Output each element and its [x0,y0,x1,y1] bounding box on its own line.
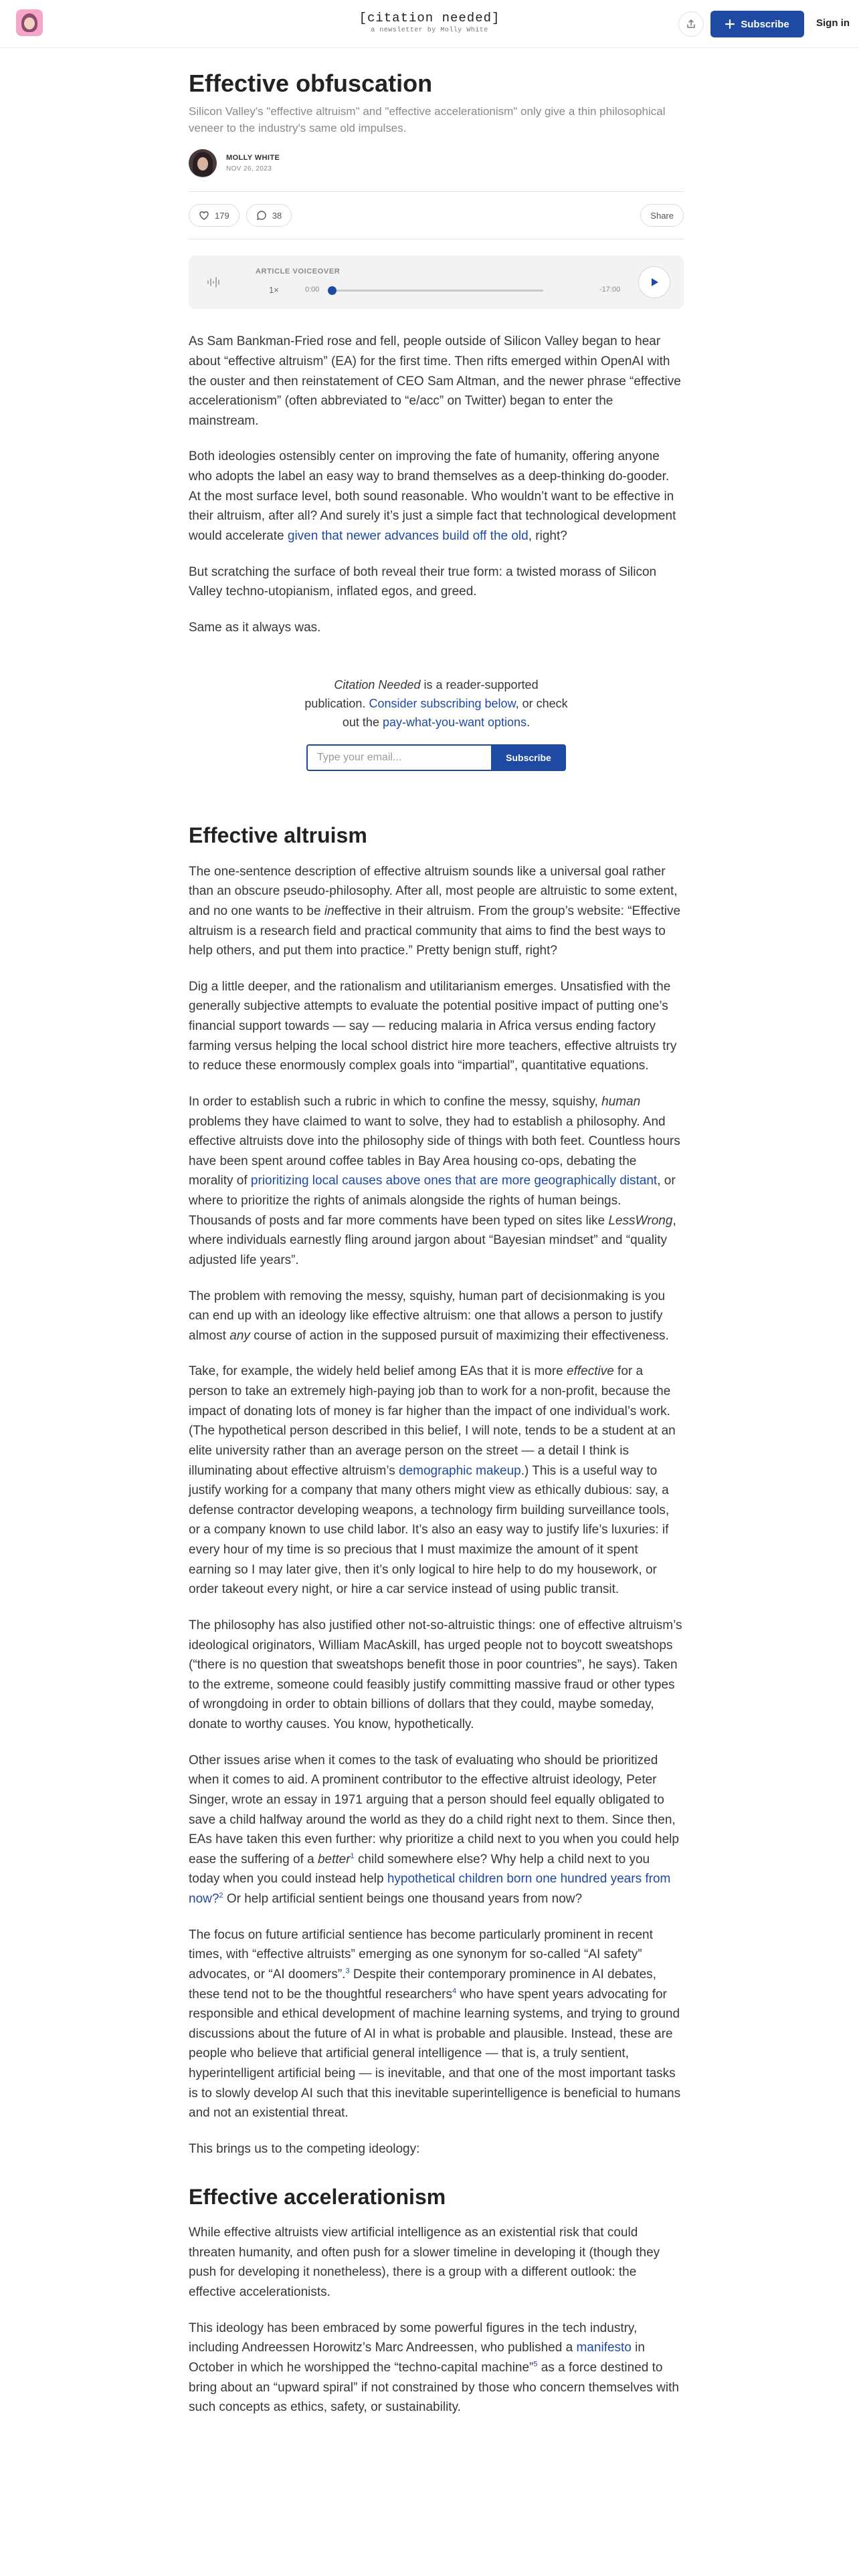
text: . [527,716,531,730]
emphasis: human [601,1094,641,1109]
text: , right? [528,528,567,543]
text: The focus on future artificial sentience has become particularly prominent in recent times, with “effective altruists” emerging as one synonym for so-called “AI safety” advocates, or “AI doomers”. [189,1927,653,1981]
publication-tagline: a newsletter by Molly White [371,27,488,34]
text: , or where to prioritize the rights of animals alongside the rights of human beings. Thousands of posts and far more comments have been typed on sites like [189,1174,676,1228]
text: In order to establish such a rubric in which to confine the messy, squishy, [189,1094,602,1109]
text: who have spent years advocating for responsible and ethical development of machine learning systems, and trying to ground discussions about the future of AI in what is probable and plausible. Instead, these are people who believe that artificial general intelligence — that is, a truly sentient, hyperintelligent artificial being — is inevitable, and that one of the most important tasks is to slowly develop AI such that this inevitable superintelligence is beneficial to humans and not an existential threat. [189,1987,681,2121]
intro-paragraph-1: As Sam Bankman-Fried rose and fell, people outside of Silicon Valley began to hear about “effective altruism” (EA) for the first time. Then rifts emerged within OpenAI with the ouster and then reinstatement of CEO Sam Altman, and the newer phrase “effective accelerationism” (often abbreviated to “e/acc” on Twitter) began to enter the mainstream. [189,334,681,428]
text: Both ideologies ostensibly center on improving the fate of humanity, offering anyone who adopts the label an easy way to brand themselves as a deep-thinking do-gooder. At the most surface level, both sound reasonable. Who wouldn’t want to be effective in their altruism, after all? And surely it’s just a simple fact that technological development would accelerate [189,449,676,543]
text: The problem with removing the messy, squishy, human part of decisionmaking is you can end up with an ideology like effective altruism: one that allows a person to justify almost [189,1289,666,1343]
subscribe-label: Subscribe [741,18,789,30]
text: .) This is a useful way to justify working for a company that many others might view as ethically dubious: say, a defense contractor developing weapons, a technology firm building surveillance tools, or a company known to use child labor. It’s also an easy way to justify life’s luxuries: if every hour of my time is so precious that I must maximize the amount of it spent earning so I may later give, then it’s only logical to hire help to do my housework, or order takeout every night, or hire a car service instead of using public transit. [189,1463,670,1597]
text: Despite their contemporary prominence in AI debates, these tend not to be the thoughtful researchers [189,1967,656,2002]
eacc-paragraph-1: While effective altruists view artificial intelligence as an existential risk that could threaten humanity, and often push for a slower timeline in developing it (though they push for developing it nonetheless), there is a group with a different outlook: the effective accelerationists. [189,2226,660,2300]
playback-speed-button[interactable]: 1× [269,285,279,296]
byline [189,148,684,178]
footnote-marker[interactable]: 4 [452,1987,457,1996]
text: , where individuals earnestly fling around jargon about “Bayesian mindset” and “quality adjusted life years”. [189,1213,676,1267]
comment-count: 38 [272,210,282,221]
ea-paragraph-3 [189,1092,684,1271]
author-avatar[interactable] [189,149,217,177]
author-block [226,154,280,173]
text: as a force destined to bring about an “upward spiral” if not constrained by those who concern themselves with such concepts as ethics, safety, or sustainability. [189,2360,679,2415]
text: problems they have claimed to want to solve, they had to establish a philosophy. And effective altruists dove into the philosophy side of things with both feet. Countless hours have been spent around coffee tables in Bay Area housing co-ops, debating the morality of [189,1114,680,1188]
voiceover-waveform-icon [206,276,221,289]
remaining-time: -17:00 [599,286,621,294]
inline-link[interactable]: manifesto [576,2341,632,2355]
share-icon [686,19,696,29]
share-button[interactable] [678,11,704,37]
section-heading-effective-accelerationism: Effective accelerationism [189,2184,446,2209]
text: Other issues arise when it comes to the task of evaluating who should be prioritized when it comes to aid. A prominent contributor to the effective altruist ideology, Peter Singer, wrote an essay in 1971 arguing that a person should feel equally obligated to save a child halfway around the world as they do a child right next to them. Since then, EAs have taken this even further: why prioritize a child next to you when you could help ease the suffering of a [189,1753,679,1866]
ea-paragraph-7 [189,1751,684,1909]
top-nav [0,0,859,48]
text: is a reader-supported publication. [304,678,539,711]
inline-link[interactable]: demographic makeup [399,1463,521,1478]
ea-paragraph-8 [189,1925,684,2123]
plus-icon [725,19,735,29]
text: course of action in the supposed pursuit of maximizing their effectiveness. [250,1328,669,1343]
email-field[interactable]: Type your email... [306,744,491,771]
text: effective in their altruism. From the group’s website: “Effective altruism is a research field and practical community that aims to find the best ways to help others, and put them into practice.” Pretty benign stuff, right? [189,903,681,958]
emphasis: any [229,1328,250,1343]
share-label: Share [650,210,674,221]
progress-handle[interactable] [328,286,337,295]
play-icon [648,276,660,288]
article-voiceover-player [189,255,684,309]
text: child somewhere else? Why help a child next to you today when you could instead help [189,1852,650,1887]
ea-paragraph-9: This brings us to the competing ideology: [189,2141,420,2156]
emphasis: LessWrong [608,1213,673,1228]
post-actions [189,191,684,239]
subscribe-below-link[interactable]: Consider subscribing below [369,697,516,711]
like-count: 179 [215,210,229,221]
text: Or help artificial sentient beings one thousand years from now? [223,1892,583,1907]
intro-paragraph-4: Same as it always was. [189,620,321,635]
sign-in-link[interactable]: Sign in [816,17,850,29]
eacc-paragraph-2 [189,2319,684,2418]
like-button[interactable] [189,204,240,227]
inline-link[interactable]: prioritizing local causes above ones that are more geographically distant [250,1174,658,1188]
emphasis: in [324,903,335,918]
subscribe-button[interactable] [710,11,804,37]
text: for a person to take an extremely high-paying job than to work for a non-profit, because the impact of donating lots of money is far higher than the impact of one individual’s work. (The hypothetical person described in this belief, I will note, tends to be a student at an elite university rather than an average person on the street — a detail I think is illuminating about effective altruism’s [189,1364,676,1478]
subscribe-cta [302,676,570,732]
text: This ideology has been embraced by some powerful figures in the tech industry, including Andreessen Horowitz’s Marc Andreessen, who published a [189,2321,638,2355]
ea-paragraph-1 [189,862,684,961]
signup-subscribe-button[interactable]: Subscribe [491,744,566,771]
heart-icon [199,210,209,221]
ea-paragraph-6: The philosophy has also justified other not-so-altruistic things: one of effective altruism’s ideological originators, William MacAskill, has urged people not to boycott sweatshops (“there is no question that sweatshops benefit those in poor countries”, he says). Taken to the extreme, someone could feasibly justify committing massive fraud or other types of wrongdoing in order to obtain billions of dollars that they could, maybe someday, donate to worthy causes. You know, hypothetically. [189,1618,682,1732]
text: The one-sentence description of effective altruism sounds like a universal goal rather than an obscure pseudo-philosophy. After all, most people are altruistic to some extent, and no one wants to be [189,864,678,918]
current-time: 0:00 [305,286,320,294]
post-subtitle: Silicon Valley's "effective altruism" and "effective accelerationism" only give a thin philosophical veneer to the industry's same old impulses. [189,105,666,134]
publication-title[interactable]: [citation needed] [359,11,500,25]
post-date: NOV 26, 2023 [226,165,272,173]
inline-link[interactable]: given that newer advances build off the old [287,528,529,543]
author-name[interactable]: MOLLY WHITE [226,154,280,163]
comments-button[interactable] [246,204,292,227]
text: , or check out the [342,697,568,730]
post-title: Effective obfuscation [189,70,433,97]
emphasis: effective [567,1364,614,1379]
email-signup-form [306,744,566,771]
ea-paragraph-2: Dig a little deeper, and the rationalism and utilitarianism emerges. Unsatisfied with the generally subjective attempts to evaluate the potential positive impact of putting one’s financial support towards — say — reducing malaria in Africa versus ending factory farming versus helping the local school district hire more teachers, effective altruists try to reduce these enormously complex goals into “impartial”, quantitative equations. [189,979,677,1073]
text: in October in which he worshipped the “techno-capital machine” [189,2341,645,2375]
footnote-marker[interactable]: 2 [219,1891,223,1900]
intro-paragraph-2 [189,447,684,546]
footnote-marker[interactable]: 5 [533,2360,538,2369]
pay-what-you-want-link[interactable]: pay-what-you-want options [382,716,527,730]
article [189,64,684,2418]
cta-publication-name: Citation Needed [334,678,421,692]
footnote-marker[interactable]: 1 [350,1852,355,1860]
progress-slider[interactable] [329,290,543,292]
text: Take, for example, the widely held belief among EAs that it is more [189,1364,567,1379]
ea-paragraph-5 [189,1362,684,1600]
intro-paragraph-3: But scratching the surface of both reveal their true form: a twisted morass of Silicon Valley techno-utopianism, inflated egos, and greed. [189,564,657,599]
footnote-marker[interactable]: 3 [345,1967,350,1975]
comment-icon [256,210,267,221]
section-heading-effective-altruism: Effective altruism [189,823,367,848]
emphasis: better [317,1852,351,1866]
voiceover-label: ARTICLE VOICEOVER [256,267,341,276]
play-button[interactable] [638,266,670,298]
ea-paragraph-4 [189,1287,684,1346]
inline-link[interactable]: hypothetical children born one hundred years from now? [189,1872,671,1907]
share-post-button[interactable] [640,204,684,227]
